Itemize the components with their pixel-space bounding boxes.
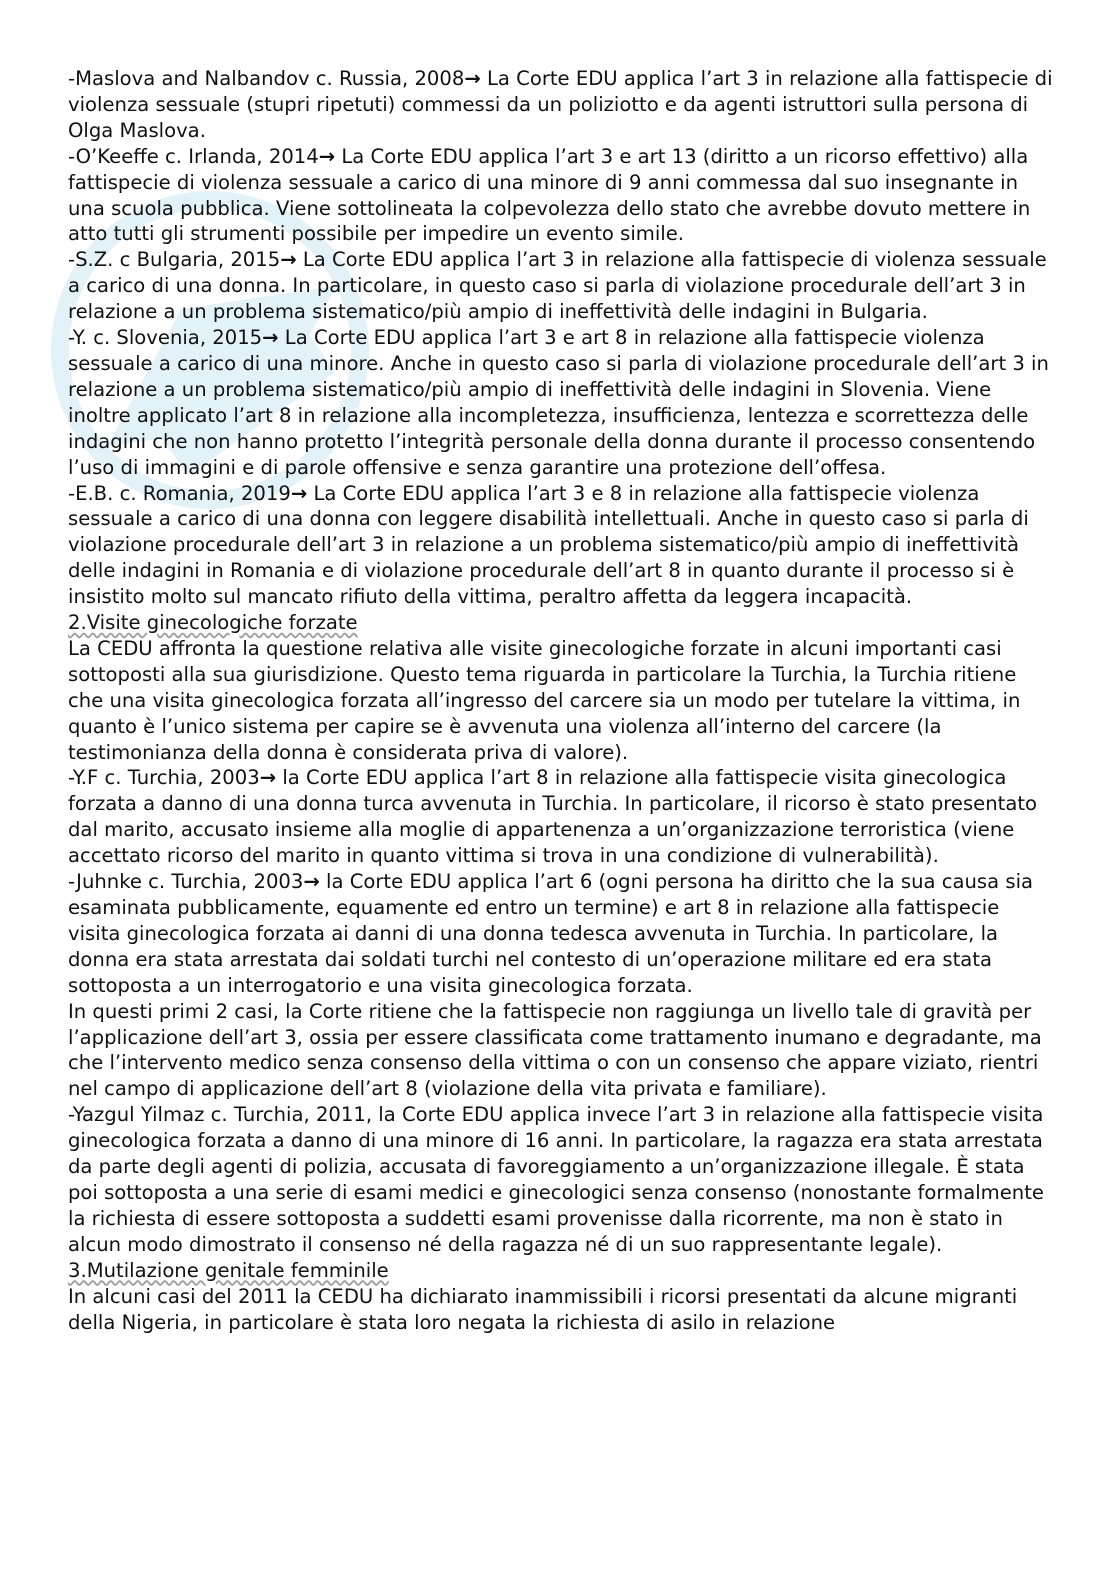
arrow-icon: → (290, 481, 308, 505)
arrow-icon: → (303, 870, 320, 894)
case-text: La Corte EDU applica l’art 3 e 8 in relazione alla fattispecie violenza sessuale a carico di una donna con leggere disabilità intellettuali. Anche in questo caso si parla di violazione procedurale dell’art 3 in relazione a un problema sistematico/più ampio di ineffettività delle indagini in Romania e di violazione procedurale dell’art 8 in quanto durante il processo si è insistito molto sul mancato rifiuto della vittima, peraltro affetta da leggera incapacità. (68, 481, 1029, 609)
case-title: -Y.F c. Turchia, 2003 (68, 766, 260, 790)
case-text: la Corte EDU applica l’art 6 (ogni persona ha diritto che la sua causa sia esaminata pubblicamente, equamente ed entro un termine) e art 8 in relazione alla fattispecie visita ginecologica forzata ai danni di una donna tedesca avvenuta in Turchia. In particolare, la donna era stata arrestata dai soldati turchi nel contesto di un’operazione militare ed era stata sottoposta a un interrogatorio e una visita ginecologica forzata. (68, 870, 1034, 997)
section-heading-text: 3.Mutilazione genitale femminile (68, 1258, 389, 1282)
case-paragraph (68, 481, 1053, 611)
document-body (68, 66, 1053, 1335)
section-intro: La CEDU affronta la questione relativa alle visite ginecologiche forzate in alcuni importanti casi sottoposti alla sua giurisdizione. Questo tema riguarda in particolare la Turchia, la Turchia ritiene che una visita ginecologica forzata all’ingresso del carcere sia un modo per tutelare la vittima, in quanto è l’unico sistema per capire se è avvenuta una violenza all’interno del carcere (la testimonianza della donna è considerata priva di valore). (68, 636, 1021, 764)
case-text: la Corte EDU applica l’art 8 in relazione alla fattispecie visita ginecologica forzata a danno di una donna turca avvenuta in Turchia. In particolare, il ricorso è stato presentato dal marito, accusato insieme alla moglie di appartenenza a un’organizzazione terroristica (viene accettato ricorso del marito in quanto vittima si trova in una condizione di vulnerabilità). (68, 766, 1038, 868)
case-text: La Corte EDU applica l’art 3 e art 8 in relazione alla fattispecie violenza sessuale a carico di una minore. Anche in questo caso si parla di violazione procedurale dell’art 3 in relazione a un problema sistematico/più ampio di ineffettività delle indagini in Slovenia. Viene inoltre applicato l’art 8 in relazione alla incompletezza, insufficienza, lentezza e scorrettezza delle indagini che non hanno protetto l’integrità personale della donna durante il processo consentendo l’uso di immagini e di parole offensive e senza garantire una protezione dell’offesa. (68, 326, 1049, 479)
case-text: La Corte EDU applica l’art 3 e art 13 (diritto a un ricorso effettivo) alla fattispecie di violenza sessuale a carico di una minore di 9 anni commessa dal suo insegnante in una scuola pubblica. Viene sottolineata la colpevolezza dello stato che avrebbe dovuto mettere in atto tutti gli strumenti possibile per impedire un evento simile. (68, 144, 1031, 246)
arrow-icon: → (318, 144, 336, 168)
section-heading (68, 1258, 1053, 1284)
case-title: -E.B. c. Romania, 2019 (68, 481, 291, 505)
case-text: La Corte EDU applica l’art 3 in relazione alla fattispecie di violenza sessuale (stupri ripetuti) commessi da un poliziotto e da agenti istruttori sulla persona di Olga Maslova. (68, 67, 1053, 142)
case-paragraph: -Yazgul Yilmaz c. Turchia, 2011, la Corte EDU applica invece l’art 3 in relazione alla fattispecie visita ginecologica forzata a danno di una minore di 16 anni. In particolare, la ragazza era stata arrestata da parte degli agenti di polizia, accusata di favoreggiamento a un’organizzazione illegale. È stata poi sottoposta a una serie di esami medici e ginecologici senza consenso (nonostante formalmente la richiesta di essere sottoposta a suddetti esami provenisse dalla ricorrente, ma non è stato in alcun modo dimostrato il consenso né della ragazza né di un suo rappresentante legale). (68, 1103, 1044, 1256)
section-heading-text: 2.Visite ginecologiche forzate (68, 611, 358, 635)
arrow-icon: → (464, 67, 481, 90)
case-paragraph (68, 765, 1053, 869)
section-intro: In alcuni casi del 2011 la CEDU ha dichiarato inammissibili i ricorsi presentati da alcune migranti della Nigeria, in particolare è stata loro negata la richiesta di asilo in relazione (68, 1284, 1018, 1334)
arrow-icon: → (259, 766, 277, 790)
arrow-icon: → (262, 326, 279, 350)
case-paragraph (68, 66, 1053, 144)
section-heading (68, 610, 1053, 636)
arrow-icon: → (280, 248, 297, 272)
case-paragraph (68, 325, 1053, 480)
case-text: La Corte EDU applica l’art 3 in relazione alla fattispecie di violenza sessuale a carico di una donna. In particolare, in questo caso si parla di violazione procedurale dell’art 3 in relazione a un problema sistematico/più ampio di ineffettività delle indagini in Bulgaria. (68, 248, 1047, 324)
case-title: -O’Keeffe c. Irlanda, 2014 (68, 144, 319, 168)
case-title: -Y. c. Slovenia, 2015 (68, 326, 263, 350)
case-title: -Juhnke c. Turchia, 2003 (68, 870, 304, 894)
case-paragraph (68, 247, 1053, 325)
case-title: -Maslova and Nalbandov c. Russia, 2008 (68, 67, 465, 90)
case-paragraph (68, 144, 1053, 248)
case-paragraph (68, 869, 1053, 999)
summary-paragraph: In questi primi 2 casi, la Corte ritiene che la fattispecie non raggiunga un livello tale di gravità per l’applicazione dell’art 3, ossia per essere classificata come trattamento inumano e degradante, ma che l’intervento medico senza consenso della vittima o con un consenso che appare viziato, rientri nel campo di applicazione dell’art 8 (violazione della vita privata e familiare). (68, 999, 1042, 1101)
case-title: -S.Z. c Bulgaria, 2015 (68, 248, 281, 272)
